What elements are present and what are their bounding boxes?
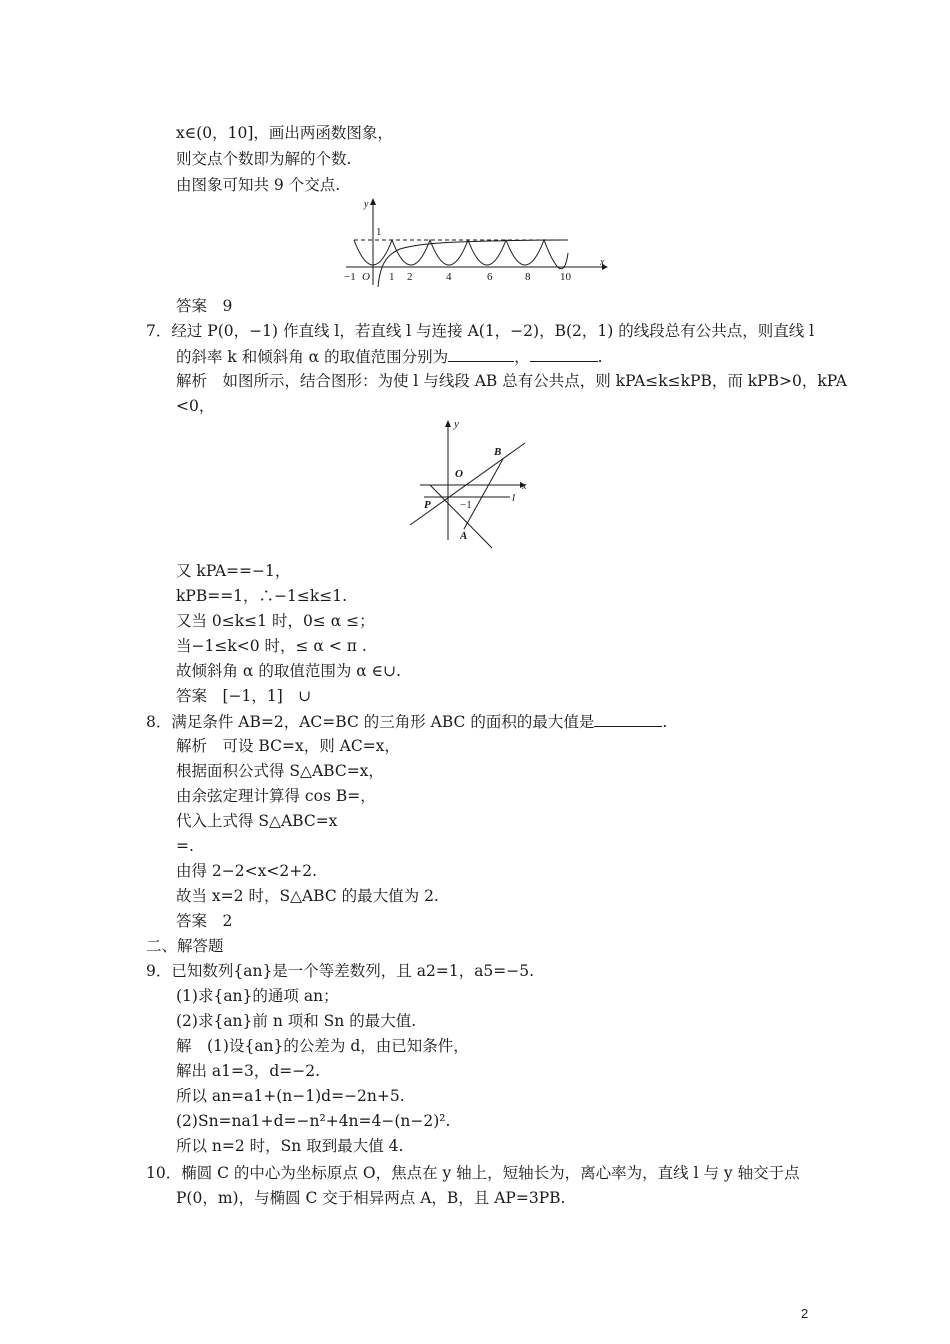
text-line: x∈(0，10]，画出两函数图象， — [176, 124, 393, 142]
answer-blank — [530, 346, 598, 362]
label-b: B — [494, 446, 502, 458]
answer-line: 答案 9 — [176, 297, 233, 315]
periodic-curve — [354, 240, 568, 269]
text-line: kPB==1，∴−1≤k≤1. — [176, 587, 348, 605]
label-a: A — [460, 530, 468, 542]
text-line: 所以 n=2 时，Sn 取到最大值 4. — [176, 1137, 404, 1155]
label-origin: O — [455, 468, 463, 480]
tick-label: 6 — [487, 271, 493, 283]
tick-label: 10 — [560, 271, 571, 283]
text-line: 解出 a1=3，d=−2. — [176, 1062, 321, 1080]
text-segment: 8．满足条件 AB=2，AC=BC 的三角形 ABC 的面积的最大值是 — [146, 713, 595, 731]
question-8 — [146, 711, 667, 732]
text-line: <0， — [176, 397, 215, 415]
text-line: 根据面积公式得 S△ABC=x， — [176, 762, 384, 780]
text-line: 所以 an=a1+(n−1)d=−2n+5. — [176, 1087, 405, 1105]
tick-label: 2 — [407, 271, 413, 283]
text-segment: 的斜率 k 和倾斜角 α 的取值范围分别为 — [176, 348, 449, 366]
y-label: y — [364, 199, 369, 210]
answer-line: 答案 2 — [176, 912, 233, 930]
y-axis-arrow — [445, 420, 451, 427]
x-label: x — [600, 257, 605, 268]
label-neg-one: −1 — [344, 271, 356, 283]
question-7-cont — [176, 346, 603, 367]
text-line: 解析 可设 BC=x，则 AC=x， — [176, 737, 400, 755]
text-line: (2)求{an}前 n 项和 Sn 的最大值. — [176, 1012, 417, 1030]
text-line: 故当 x=2 时，S△ABC 的最大值为 2. — [176, 887, 439, 905]
y-label: y — [454, 418, 459, 430]
text-segment: . — [597, 348, 603, 366]
figure-line-segment — [400, 415, 540, 555]
figure-periodic-graph — [340, 195, 615, 290]
text-line: 解析 如图所示，结合图形：为使 l 与线段 AB 总有公共点，则 kPA≤k≤kPB，而 kPB>0，kPA — [176, 372, 847, 390]
label-one: 1 — [376, 226, 382, 238]
answer-line: 答案 [−1，1] ∪ — [176, 687, 312, 705]
segment-ab — [464, 459, 503, 529]
text-line: 又 kPA==−1， — [176, 562, 291, 580]
text-line: 由图象可知共 9 个交点. — [176, 176, 341, 194]
text-line: 故倾斜角 α 的取值范围为 α ∈∪. — [176, 662, 402, 680]
text-line: P(0，m)，与椭圆 C 交于相异两点 A，B，且 AP=3PB. — [176, 1189, 566, 1207]
line-pb — [410, 443, 525, 525]
text-line: (1)求{an}的通项 an； — [176, 987, 339, 1005]
page-number: 2 — [801, 1306, 809, 1321]
text-line: (2)Sn=na1+d=−n²+4n=4−(n−2)². — [176, 1112, 451, 1130]
answer-blank — [448, 346, 514, 362]
text-line: 由得 2−2<x<2+2. — [176, 862, 317, 880]
label-l: l — [512, 492, 516, 504]
label-p: P — [424, 499, 431, 511]
y-axis-arrow — [370, 198, 376, 205]
x-label: x — [522, 481, 527, 492]
label-neg-one: −1 — [460, 499, 472, 511]
text-line: 则交点个数即为解的个数. — [176, 150, 352, 168]
text-line: =. — [176, 837, 194, 855]
answer-blank — [594, 711, 662, 727]
question-7: 7．经过 P(0，−1) 作直线 l，若直线 l 与连接 A(1，−2)，B(2，1) 的线段总有公共点，则直线 l — [146, 322, 815, 340]
label-origin: O — [362, 271, 370, 283]
tick-label: 1 — [389, 271, 395, 283]
text-line: 又当 0≤k≤1 时，0≤ α ≤； — [176, 612, 375, 630]
text-line: 由余弦定理计算得 cos B=， — [176, 787, 376, 805]
question-10: 10．椭圆 C 的中心为坐标原点 O，焦点在 y 轴上，短轴长为，离心率为，直线 l 与 y 轴交于点 — [146, 1164, 800, 1182]
text-line: 解 (1)设{an}的公差为 d，由已知条件， — [176, 1037, 469, 1055]
question-9: 9．已知数列{an}是一个等差数列，且 a2=1，a5=−5. — [146, 962, 535, 980]
text-line: 当−1≤k<0 时，≤ α < π . — [176, 637, 367, 655]
text-line: 代入上式得 S△ABC=x — [176, 812, 338, 830]
tick-label: 4 — [446, 271, 452, 283]
tick-label: 8 — [525, 271, 531, 283]
text-segment: ， — [514, 348, 530, 366]
text-segment: . — [662, 713, 668, 731]
section-heading: 二、解答题 — [146, 937, 224, 955]
